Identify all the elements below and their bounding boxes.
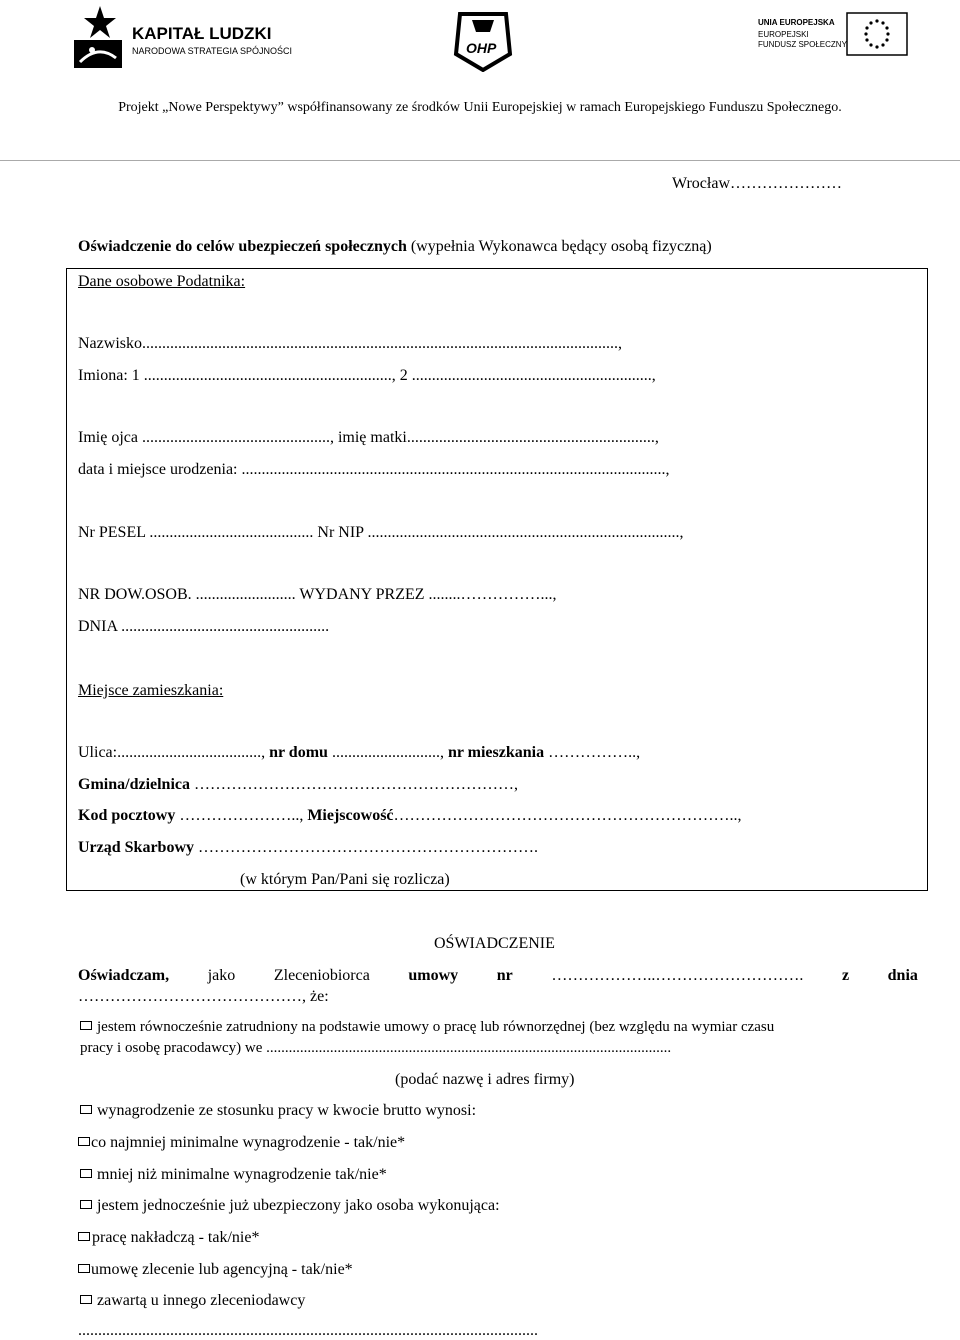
item-other-client-text: zawartą u innego zleceniodawcy — [97, 1292, 306, 1309]
item-other-client[interactable] — [80, 1292, 305, 1310]
parents-names-field[interactable]: Imię ojca ..............................................., imię matki.............................................................., — [78, 429, 659, 446]
kapital-ludzki-title: KAPITAŁ LUDZKI — [132, 24, 272, 43]
item-below-min-wage[interactable] — [80, 1166, 387, 1184]
ohp-logo-text: OHP — [466, 40, 497, 56]
id-document-field[interactable]: NR DOW.OSOB. ......................... WYDANY PRZEZ ........……………..., — [78, 586, 557, 603]
commune-dots[interactable]: ……………………………………………………, — [190, 776, 518, 793]
declaration-word-5: nr — [496, 967, 513, 984]
project-funding-line: Projekt „Nowe Perspektywy” współfinansowany ze środków Unii Europejskiej w ramach Europejskiego Funduszu Społecznego. — [118, 100, 842, 115]
declaration-title — [434, 935, 555, 953]
header-divider — [0, 160, 960, 161]
item-employed-line2[interactable]: pracy i osobę pracodawcy) we ............................................................................................................ — [80, 1040, 672, 1056]
item-already-insured-text: jestem jednocześnie już ubezpieczony jako osoba wykonująca: — [97, 1197, 500, 1214]
personal-data-heading: Dane osobowe Podatnika: — [78, 273, 246, 290]
item-mandate-contract-text: umowę zlecenie lub agencyjną - tak/nie* — [91, 1261, 353, 1278]
tax-office-label: Urząd Skarbowy — [78, 839, 195, 856]
residence-heading: Miejsce zamieszkania: — [78, 682, 224, 699]
ohp-logo — [452, 10, 514, 72]
item-mandate-contract[interactable] — [78, 1261, 353, 1279]
city-date-line[interactable]: Wrocław………………… — [672, 175, 842, 192]
birth-date-place-field[interactable]: data i miejsce urodzenia: .........................................................................................................., — [78, 461, 670, 478]
postcode-row[interactable] — [78, 807, 742, 825]
kapital-ludzki-logo — [70, 4, 293, 72]
declaration-word-2: jako — [207, 967, 236, 984]
declaration-word-8: dnia — [887, 967, 918, 984]
commune-row[interactable] — [78, 776, 518, 794]
form-title-rest: (wypełnia Wykonawca będący osobą fizyczną) — [406, 238, 712, 255]
declaration-word-4: umowy — [408, 967, 459, 984]
pesel-nip-field[interactable]: Nr PESEL ......................................... Nr NIP .............................................................................., — [78, 524, 684, 541]
item-salary-text: wynagrodzenie ze stosunku pracy w kwocie brutto wynosi: — [97, 1102, 477, 1119]
declaration-word-7: z — [841, 967, 850, 984]
checkbox-salary[interactable] — [80, 1105, 92, 1114]
form-title-bold: Oświadczenie do celów ubezpieczeń społecznych — [78, 238, 407, 255]
street-label: Ulica: — [78, 744, 118, 761]
kapital-ludzki-subtitle: NARODOWA STRATEGIA SPÓJNOŚCI — [132, 46, 293, 56]
commune-label: Gmina/dzielnica — [78, 776, 190, 793]
personal-data-frame — [66, 268, 928, 891]
checkbox-employed[interactable] — [80, 1021, 92, 1030]
house-number-dots[interactable]: ..........................., — [327, 744, 448, 761]
checkbox-other-client[interactable] — [80, 1295, 92, 1304]
first-names-field[interactable]: Imiona: 1 .............................................................., 2 ............................................................, — [78, 367, 656, 384]
declaration-word-3: Zleceniobiorca — [273, 967, 370, 984]
kapital-ludzki-emblem-icon — [70, 4, 130, 72]
checkbox-mandate-contract[interactable] — [78, 1264, 90, 1273]
checkbox-below-min-wage[interactable] — [80, 1169, 92, 1178]
contract-date-line[interactable]: ……………………………………, że: — [78, 988, 329, 1005]
item-already-insured[interactable] — [80, 1197, 500, 1215]
eu-flag-icon — [846, 12, 908, 56]
item-outwork[interactable] — [78, 1229, 259, 1247]
company-name-note: (podać nazwę i adres firmy) — [395, 1071, 575, 1088]
house-number-label: nr domu — [269, 744, 328, 761]
declaration-title-text: OŚWIADCZENIE — [434, 935, 555, 952]
surname-field[interactable]: Nazwisko......................................................................................................................., — [78, 335, 622, 352]
eu-logo-line1: UNIA EUROPEJSKA — [758, 18, 835, 27]
postcode-dots[interactable]: ………………….., — [175, 807, 308, 824]
id-issue-date-field[interactable]: DNIA .................................................... — [78, 618, 330, 635]
locality-label: Miejscowość — [307, 807, 394, 824]
eu-logo-line3: FUNDUSZ SPOŁECZNY — [758, 40, 847, 49]
tax-office-row[interactable] — [78, 839, 538, 857]
street-dots[interactable]: ...................................., — [117, 744, 270, 761]
item-employed-concurrently[interactable] — [80, 1019, 774, 1036]
item-outwork-text: pracę nakładczą - tak/nie* — [92, 1229, 260, 1246]
checkbox-already-insured[interactable] — [80, 1200, 92, 1209]
declaration-intro-line — [78, 967, 918, 985]
locality-dots[interactable]: ……………………………………………………….., — [393, 807, 742, 824]
item-min-wage-text: co najmniej minimalne wynagrodzenie - tak/nie* — [91, 1134, 406, 1151]
item-min-wage[interactable] — [78, 1134, 405, 1152]
tax-office-note: (w którym Pan/Pani się rozlicza) — [240, 871, 450, 888]
item-employed-text: jestem równocześnie zatrudniony na podstawie umowy o pracę lub równorzędnej (bez względu na wymiar czasu — [97, 1019, 775, 1035]
eu-logo — [752, 12, 912, 58]
street-row[interactable] — [78, 744, 640, 762]
flat-number-dots[interactable]: …………….., — [544, 744, 641, 761]
eu-logo-line2: EUROPEJSKI — [758, 30, 809, 39]
postcode-label: Kod pocztowy — [78, 807, 176, 824]
contract-number-dots[interactable]: ………………..………………………. — [551, 967, 804, 984]
checkbox-outwork[interactable] — [78, 1232, 90, 1241]
item-below-min-wage-text: mniej niż minimalne wynagrodzenie tak/nie* — [97, 1166, 387, 1183]
declaration-word-1: Oświadczam, — [78, 967, 170, 984]
flat-number-label: nr mieszkania — [447, 744, 545, 761]
checkbox-min-wage[interactable] — [78, 1137, 90, 1146]
tax-office-dots[interactable]: ………………………………………………………. — [194, 839, 539, 856]
item-salary[interactable] — [80, 1102, 476, 1120]
form-title — [78, 238, 712, 256]
other-client-dots[interactable]: ................................................................................................................... — [78, 1322, 538, 1339]
